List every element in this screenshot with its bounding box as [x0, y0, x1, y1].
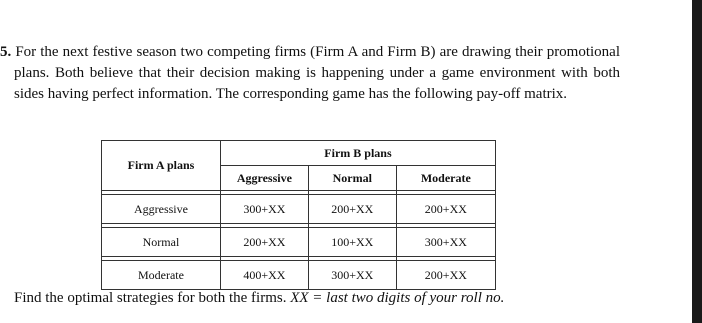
col-header-normal: Normal — [308, 166, 396, 191]
table-row — [102, 228, 496, 257]
question-block — [0, 42, 620, 105]
table-cell: 200+XX — [220, 228, 308, 257]
row-header-firm-a: Firm A plans — [102, 141, 221, 191]
table-cell: 200+XX — [396, 261, 495, 290]
question-number: 5. — [0, 44, 12, 60]
table-header-row — [102, 141, 496, 166]
scrollbar-edge — [692, 0, 702, 323]
table-cell: 300+XX — [308, 261, 396, 290]
table-cell: 300+XX — [396, 228, 495, 257]
table-row — [102, 261, 496, 290]
question-paragraph — [0, 42, 620, 105]
row-label: Aggressive — [102, 195, 221, 224]
table-cell: 300+XX — [220, 195, 308, 224]
col-group-header-firm-b: Firm B plans — [220, 141, 495, 166]
table-cell: 100+XX — [308, 228, 396, 257]
col-header-moderate: Moderate — [396, 166, 495, 191]
roll-number-note: XX = last two digits of your roll no. — [290, 290, 505, 306]
row-label: Normal — [102, 228, 221, 257]
table-cell: 400+XX — [220, 261, 308, 290]
instruction-line — [14, 290, 504, 307]
question-text: For the next festive season two competing firms (Firm A and Firm B) are drawing their promotional plans. Both believe that their decision making is happening under a game environment with both sides having perfect information. The corresponding game has the following pay-off matrix. — [14, 44, 621, 102]
table-cell: 200+XX — [396, 195, 495, 224]
table-cell: 200+XX — [308, 195, 396, 224]
table-row — [102, 195, 496, 224]
payoff-matrix-table — [101, 140, 496, 290]
instruction-text: Find the optimal strategies for both the firms. — [14, 290, 287, 306]
row-label: Moderate — [102, 261, 221, 290]
col-header-aggressive: Aggressive — [220, 166, 308, 191]
